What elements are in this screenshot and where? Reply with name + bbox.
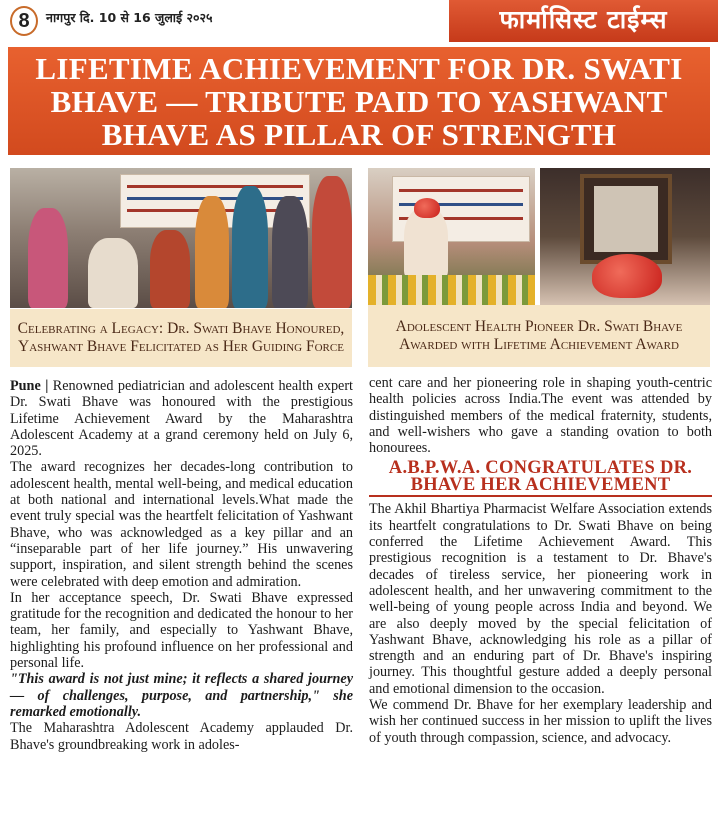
dateline: नागपुर दि. 10 से 16 जुलाई २०२५ [46,10,213,25]
award-plaque [580,174,672,264]
photo-caption-right: Adolescent Health Pioneer Dr. Swati Bhave Awarded with Lifetime Achievement Award [368,305,710,367]
dateline-city: Pune [10,378,41,394]
pull-quote: "This award is not just mine; it reflects a shared journey — of challenges, purpose, and partnership," she remarked emotionally. [10,671,353,720]
paragraph: cent care and her pioneering role in shaping youth-centric health policies across India.The event was attended by distinguished members of the medical fraternity, students, and well-wishers who gave a standing ovation to both honourees. [369,375,712,457]
paragraph: The award recognizes her decades-long contribution to adolescent health, mental well-being, and medical education at both national and international levels.What made the event truly special was the heartfelt felicitation of Yashwant Bhave, who was acknowledged as a key pillar and an “inseparable part of her life journey.” His unwavering support, inspiration, and silent strength behind the scenes were celebrated with deep emotion and admiration. [10,459,353,590]
headline-band [8,47,710,155]
paragraph: In her acceptance speech, Dr. Swati Bhave expressed gratitude for the recognition and dedicated the honour to her team, her family, and especially to Yashwant Bhave, highlighting his profound influence on her professional and personal life. [10,589,353,672]
paragraph: The Maharashtra Adolescent Academy applauded Dr. Bhave's groundbreaking work in adoles- [10,720,353,753]
speech-photo [368,168,535,305]
page-number: 8 [10,6,38,36]
masthead: फार्मासिस्ट टाईम्स [446,0,718,42]
photo-caption-left: Celebrating a Legacy: Dr. Swati Bhave Honoured, Yashwant Bhave Felicitated as Her Guiding Force [10,309,352,367]
paragraph: The Akhil Bhartiya Pharmacist Welfare Association extends its heartfelt congratulations to Dr. Swati Bhave on being conferred the Lifetime Achievement Award. This prestigious recognition is a testament to Dr. Bhave's decades of tireless service, her pioneering work in adolescent health, and her unwavering commitment to the well-being of young people across India and beyond. We are also deeply moved by the special felicitation of Yashwant Bhave, acknowledging his role as a pillar of strength and an enduring part of Dr. Bhave's inspiring journey. This thoughtful gesture added a deeply personal and emotional dimension to the occasion. [369,501,712,697]
article-headline: LIFETIME ACHIEVEMENT FOR DR. SWATI BHAVE — TRIBUTE PAID TO YASHWANT BHAVE AS PILLAR OF STRENGTH [35,50,683,152]
article-left-column [10,378,353,753]
lead-text: Renowned pediatrician and adolescent health expert Dr. Swati Bhave was honoured with the prestigious Lifetime Achievement Award by the Maharashtra Adolescent Academy at a grand ceremony held on July 6, 2025. [10,378,354,460]
article-right-column [369,375,712,746]
top-strip [0,0,718,44]
paragraph: Pune | Renowned pediatrician and adolescent health expert Dr. Swati Bhave was honoured with the prestigious Lifetime Achievement Award by the Maharashtra Adolescent Academy at a grand ceremony held on July 6, 2025. [10,378,354,460]
section-subhead: A.B.P.W.A. CONGRATULATES DR. BHAVE HER ACHIEVEMENT [369,460,712,497]
award-plaque-photo [540,168,710,305]
ceremony-photo [10,168,352,308]
turban [592,254,662,298]
paragraph: We commend Dr. Bhave for her exemplary leadership and wish her continued success in her mission to uplift the lives of youth through compassion, science, and advocacy. [369,697,712,746]
